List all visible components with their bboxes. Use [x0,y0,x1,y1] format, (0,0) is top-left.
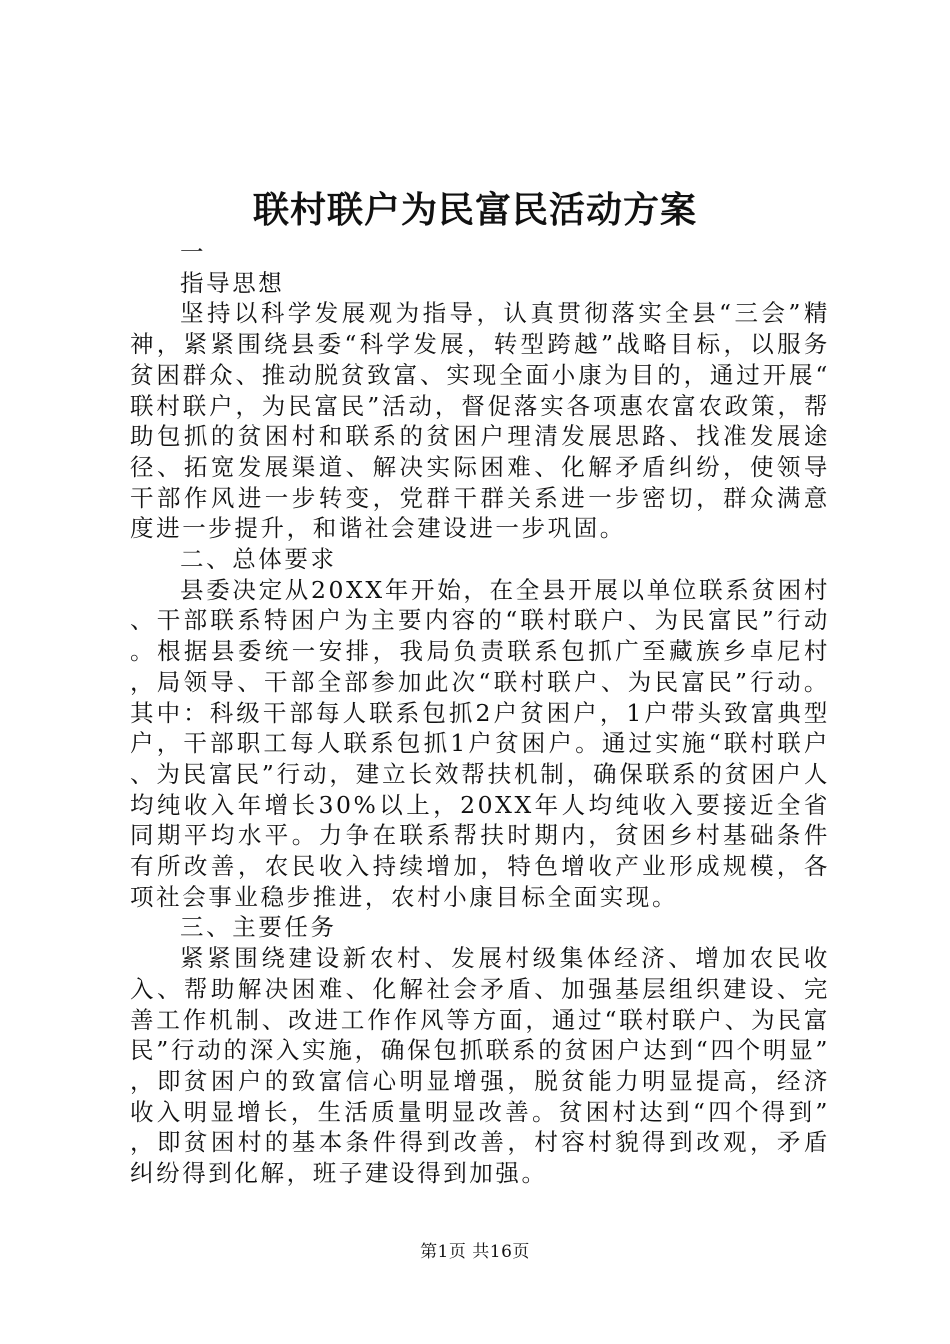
document-title: 联村联户为民富民活动方案 [252,189,697,231]
page-footer: 第1页 共16页 [420,1242,530,1262]
section-3-paragraph: 紧紧围绕建设新农村、发展村级集体经济、增加农民收入、帮助解决困难、化解社会矛盾、加强基层组织建设、完善工作机制、改进工作作风等方面，通过“联村联户、为民富民”行动的深入实施，确保包抓联系的贫困户达到“四个明显”，即贫困户的致富信心明显增强，脱贫能力明显提高，经济收入明显增长，生活质量明显改善。贫困村达到“四个得到”，即贫困村的基本条件得到改善，村容村貌得到改观，矛盾纠纷得到化解，班子建设得到加强。 [130,944,830,1188]
section-2-heading: 二、总体要求 [180,545,337,574]
section-3-heading: 三、主要任务 [180,913,337,942]
section-1-heading: 指导思想 [180,268,285,297]
section-2-paragraph: 县委决定从20XX年开始，在全县开展以单位联系贫困村、干部联系特困户为主要内容的“联村联户、为民富民”行动。根据县委统一安排，我局负责联系包抓广至藏族乡卓尼村，局领导、干部全部参加此次“联村联户、为民富民”行动。其中：科级干部每人联系包抓2户贫困户，1户带头致富典型户，干部职工每人联系包抓1户贫困户。通过实施“联村联户、为民富民”行动，建立长效帮扶机制，确保联系的贫困户人均纯收入年增长30%以上，20XX年人均纯收入要接近全省同期平均水平。力争在联系帮扶时期内，贫困乡村基础条件有所改善，农民收入持续增加，特色增收产业形成规模，各项社会事业稳步推进，农村小康目标全面实现。 [130,575,830,911]
document-body [130,237,830,1189]
section-1-number: 一 [180,238,207,266]
section-1-paragraph: 坚持以科学发展观为指导，认真贯彻落实全县“三会”精神，紧紧围绕县委“科学发展，转型跨越”战略目标，以服务贫困群众、推动脱贫致富、实现全面小康为目的，通过开展“联村联户，为民富民”活动，督促落实各项惠农富农政策，帮助包抓的贫困村和联系的贫困户理清发展思路、找准发展途径、拓宽发展渠道、解决实际困难、化解矛盾纠纷，使领导干部作风进一步转变，党群干群关系进一步密切，群众满意度进一步提升，和谐社会建设进一步巩固。 [130,299,830,543]
